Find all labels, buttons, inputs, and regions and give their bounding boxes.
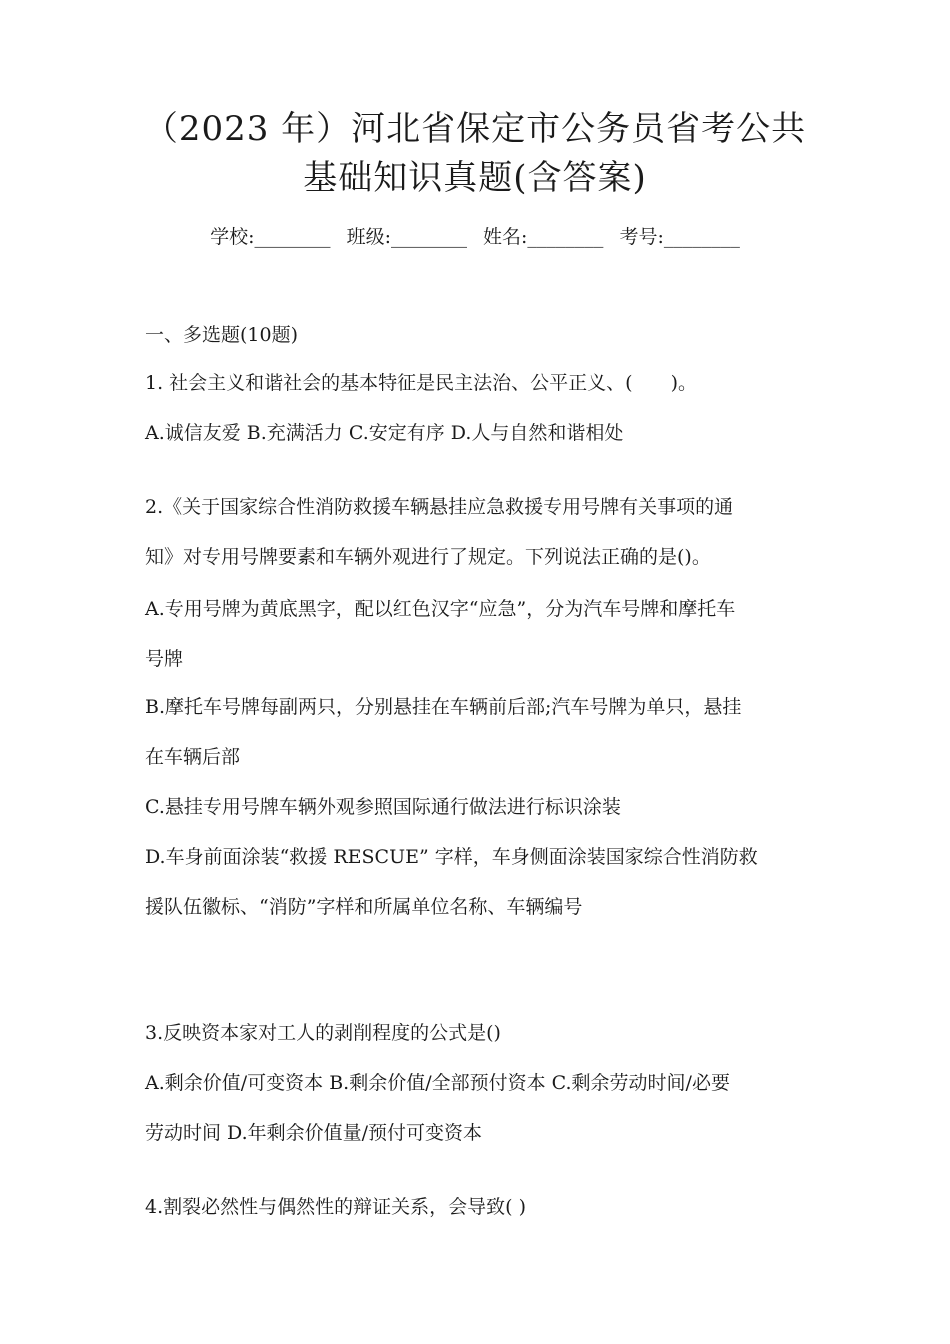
question-3-options-line-2: 劳动时间 D.年剩余价值量/预付可变资本 [145,1122,483,1144]
name-field: 姓名:________ [483,226,604,248]
question-2-option-a-line-2: 号牌 [145,648,184,670]
document-title-line-1: （2023 年）河北省保定市公务员省考公共 [143,109,807,149]
question-1-stem: 1. 社会主义和谐社会的基本特征是民主法治、公平正义、( )。 [145,372,697,394]
question-2-option-b-line-2: 在车辆后部 [145,746,241,768]
question-2-option-b-line-1: B.摩托车号牌每副两只，分别悬挂在车辆前后部;汽车号牌为单只，悬挂 [145,696,742,718]
class-field: 班级:________ [346,226,467,248]
section-heading: 一、多选题(10题) [145,324,299,346]
question-4-stem: 4.割裂必然性与偶然性的辩证关系，会导致( ) [145,1196,526,1218]
question-3-stem: 3.反映资本家对工人的剥削程度的公式是() [145,1022,501,1044]
student-info-row [0,222,950,252]
question-2-stem-line-1: 2.《关于国家综合性消防救援车辆悬挂应急救援专用号牌有关事项的通 [145,496,734,518]
question-2-option-a-line-1: A.专用号牌为黄底黑字，配以红色汉字“应急”，分为汽车号牌和摩托车 [145,598,736,620]
question-2-stem-line-2: 知》对专用号牌要素和车辆外观进行了规定。下列说法正确的是()。 [145,546,711,568]
school-field: 学校:________ [210,226,331,248]
question-2-option-d-line-1: D.车身前面涂装“救援 RESCUE” 字样，车身侧面涂装国家综合性消防救 [145,846,758,868]
question-3-options-line-1: A.剩余价值/可变资本 B.剩余价值/全部预付资本 C.剩余劳动时间/必要 [145,1072,730,1094]
question-2-option-d-line-2: 援队伍徽标、“消防”字样和所属单位名称、车辆编号 [145,896,583,918]
question-2-option-c: C.悬挂专用号牌车辆外观参照国际通行做法进行标识涂装 [145,796,621,818]
question-1-options: A.诚信友爱 B.充满活力 C.安定有序 D.人与自然和谐相处 [145,422,624,444]
exam-number-field: 考号:________ [619,226,740,248]
document-title-line-2: 基础知识真题(含答案) [303,158,647,198]
